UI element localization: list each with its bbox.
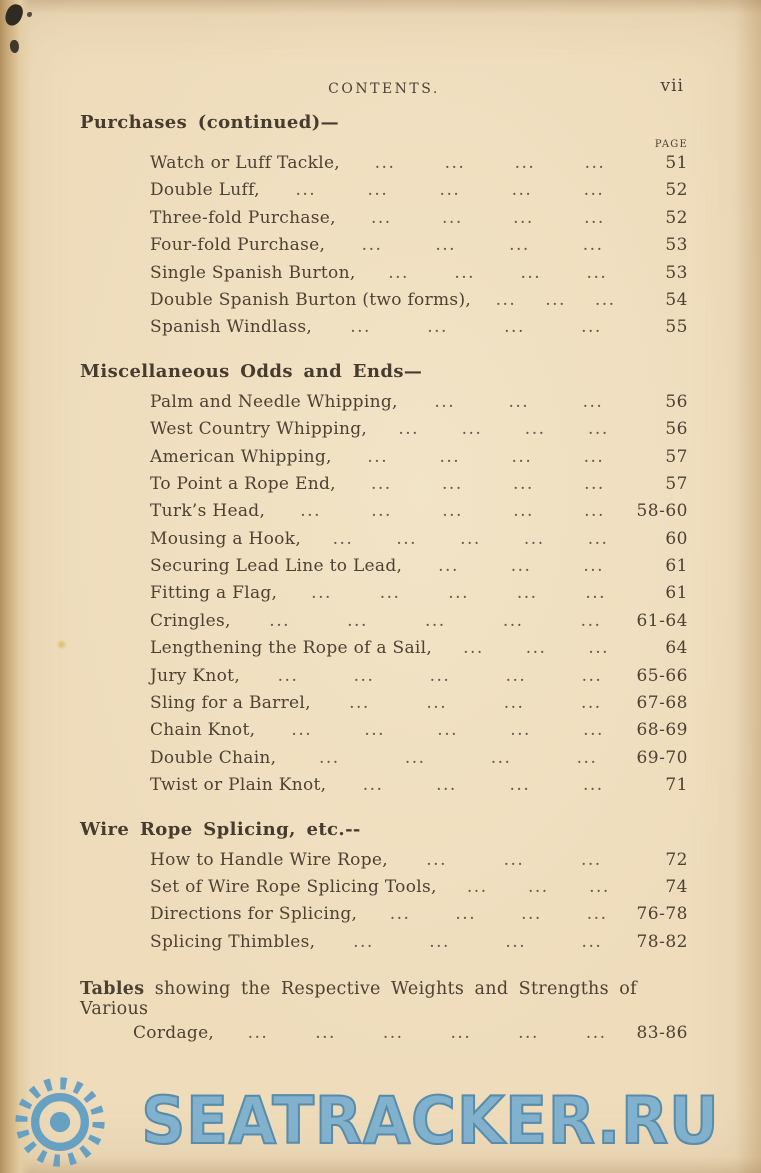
dot-leader — [342, 447, 630, 467]
leader-dots: ... — [523, 528, 545, 549]
entry-title: Cringles, — [150, 610, 231, 631]
toc-entry — [80, 208, 688, 235]
entry-page-number: 56 — [665, 391, 688, 412]
leader-dots: ... — [439, 180, 461, 201]
entry-page-number: 57 — [665, 446, 688, 467]
folio-page-number: vii — [660, 76, 684, 96]
running-head: CONTENTS. — [328, 81, 440, 97]
entry-title: Twist or Plain Knot, — [150, 775, 327, 796]
dot-leader — [447, 877, 630, 897]
dot-leader — [366, 263, 630, 283]
toc-entry — [80, 501, 688, 528]
entry-title: Splicing Thimbles, — [150, 931, 316, 952]
dot-leader — [350, 153, 630, 173]
leader-dots: ... — [584, 501, 605, 522]
dot-leader — [408, 392, 630, 412]
entry-title: How to Handle Wire Rope, — [150, 849, 388, 870]
leader-dots: ... — [315, 1023, 336, 1044]
toc-entry — [80, 638, 688, 665]
entry-page-number: 52 — [665, 180, 688, 201]
entry-page-number: 83-86 — [636, 1023, 688, 1044]
leader-dots: ... — [367, 180, 389, 201]
leader-dots: ... — [382, 1023, 404, 1044]
leader-dots: ... — [505, 665, 527, 686]
heading-bold-part: Purchases — [80, 112, 188, 133]
leader-dots: ... — [435, 235, 457, 256]
entry-page-number: 71 — [665, 775, 688, 796]
entry-title: Set of Wire Rope Splicing Tools, — [150, 876, 437, 897]
leader-dots: ... — [347, 610, 368, 631]
entry-title: Double Chain, — [150, 747, 277, 768]
leader-dots: ... — [277, 665, 299, 686]
leader-dots: ... — [442, 501, 463, 522]
dot-leader — [265, 720, 630, 740]
leader-dots: ... — [454, 262, 476, 283]
leader-dots: ... — [350, 317, 371, 338]
heading-plain-part: (continued)— — [187, 112, 340, 133]
leader-dots: ... — [374, 153, 396, 173]
leader-dots: ... — [524, 419, 546, 440]
leader-dots: ... — [379, 583, 401, 604]
dot-leader — [336, 775, 630, 795]
entry-page-number: 68-69 — [636, 720, 688, 741]
dot-leader — [241, 611, 630, 631]
leader-dots: ... — [586, 262, 608, 283]
leader-dots: ... — [367, 446, 389, 467]
leader-dots: ... — [582, 235, 604, 256]
heading-bold-part: Miscellaneous Odds and Ends— — [80, 360, 423, 382]
contents-section — [80, 361, 688, 803]
toc-entry — [80, 775, 688, 802]
sun-gear-icon — [14, 1076, 106, 1168]
leader-dots: ... — [364, 720, 386, 741]
leader-dots: ... — [311, 583, 332, 604]
leader-dots: ... — [588, 419, 609, 440]
leader-dots: ... — [582, 775, 604, 796]
entry-title: American Whipping, — [150, 446, 332, 467]
leader-dots: ... — [295, 180, 317, 201]
dot-leader — [346, 208, 630, 228]
leader-dots: ... — [580, 849, 602, 870]
leader-dots: ... — [584, 473, 605, 494]
watermark-text: SEATRACKER.RU — [141, 1083, 720, 1160]
entry-title: Lengthening the Rope of a Sail, — [150, 638, 433, 659]
leader-dots: ... — [396, 528, 418, 549]
leader-dots: ... — [510, 556, 532, 577]
leader-dots: ... — [583, 720, 604, 741]
toc-entry — [80, 153, 688, 180]
leader-dots: ... — [426, 849, 447, 870]
leader-dots: ... — [439, 446, 461, 467]
entry-title: Securing Lead Line to Lead, — [150, 556, 403, 577]
toc-entry — [80, 290, 688, 317]
leader-dots: ... — [585, 583, 607, 604]
toc-entry — [80, 693, 688, 720]
heading-bold-part: Wire Rope Splicing, etc.-- — [80, 818, 361, 840]
entry-title: Sling for a Barrel, — [150, 693, 311, 714]
toc-entry — [80, 611, 688, 638]
leader-dots: ... — [580, 610, 602, 631]
leader-dots: ... — [434, 391, 456, 412]
entry-page-number: 56 — [665, 419, 688, 440]
entry-title: Four-fold Purchase, — [150, 235, 326, 256]
leader-dots: ... — [388, 262, 409, 283]
entry-page-number: 54 — [665, 289, 688, 310]
entry-title: West Country Whipping, — [150, 419, 368, 440]
entry-page-number: 65-66 — [636, 665, 688, 686]
contents-section — [80, 112, 688, 345]
leader-dots: ... — [448, 583, 469, 604]
entry-page-number: 64 — [665, 638, 688, 659]
leader-dots: ... — [511, 180, 533, 201]
contents-section — [80, 979, 688, 1050]
entry-title: Double Luff, — [150, 180, 260, 201]
leader-dots: ... — [370, 473, 392, 494]
leader-dots: ... — [490, 747, 512, 768]
leader-dots: ... — [362, 775, 384, 796]
dot-leader — [224, 1023, 630, 1043]
toc-entry — [80, 904, 688, 931]
leader-dots: ... — [429, 931, 450, 952]
leader-dots: ... — [588, 638, 610, 659]
heading-bold-part: Tables — [80, 979, 145, 1000]
leader-dots: ... — [581, 317, 602, 338]
table-of-contents — [80, 112, 688, 1051]
leader-dots: ... — [353, 931, 374, 952]
leader-dots: ... — [444, 153, 466, 173]
toc-entry — [80, 447, 688, 474]
leader-dots: ... — [404, 747, 426, 768]
leader-dots: ... — [424, 610, 446, 631]
leader-dots: ... — [398, 419, 420, 440]
section-heading — [80, 979, 688, 1019]
page-column-label: PAGE — [654, 139, 688, 150]
leader-dots: ... — [585, 1023, 607, 1044]
leader-dots: ... — [587, 528, 609, 549]
leader-dots: ... — [438, 556, 459, 577]
entry-page-number: 61-64 — [636, 610, 688, 631]
leader-dots: ... — [247, 1023, 269, 1044]
entry-page-number: 51 — [665, 153, 688, 173]
leader-dots: ... — [436, 775, 457, 796]
leader-dots: ... — [371, 207, 392, 228]
toc-entry — [80, 474, 688, 501]
toc-entry — [80, 583, 688, 610]
dot-leader — [377, 419, 630, 439]
dot-leader — [287, 583, 630, 603]
entry-title: Chain Knot, — [150, 720, 256, 741]
leader-dots: ... — [511, 446, 533, 467]
leader-dots: ... — [589, 876, 610, 897]
toc-entry — [80, 748, 688, 775]
leader-dots: ... — [332, 528, 354, 549]
leader-dots: ... — [580, 693, 602, 714]
entry-title: Spanish Windlass, — [150, 317, 313, 338]
dot-leader — [322, 317, 630, 337]
leader-dots: ... — [429, 665, 451, 686]
leader-dots: ... — [582, 391, 604, 412]
dot-leader — [367, 904, 630, 924]
entry-page-number: 53 — [665, 235, 688, 256]
leader-dots: ... — [521, 904, 542, 925]
entry-page-number: 72 — [665, 849, 688, 870]
leader-dots: ... — [509, 775, 531, 796]
entry-title: Palm and Needle Whipping, — [150, 391, 398, 412]
entry-title: Mousing a Hook, — [150, 528, 302, 549]
entry-title: To Point a Rope End, — [150, 473, 336, 494]
leader-dots: ... — [586, 904, 608, 925]
leader-dots: ... — [505, 931, 527, 952]
entry-title: Watch or Luff Tackle, — [150, 153, 341, 173]
leader-dots: ... — [584, 207, 605, 228]
dot-leader — [321, 693, 630, 713]
leader-dots: ... — [516, 583, 538, 604]
leader-dots: ... — [594, 289, 616, 310]
section-heading — [80, 112, 688, 133]
dot-leader — [270, 180, 630, 200]
leader-dots: ... — [371, 501, 392, 522]
entry-title: Fitting a Flag, — [150, 583, 278, 604]
page-header — [80, 78, 688, 100]
entry-page-number: 61 — [665, 556, 688, 577]
entry-title: Cordage, — [133, 1023, 215, 1044]
leader-dots: ... — [349, 693, 370, 714]
leader-dots: ... — [520, 262, 542, 283]
leader-dots: ... — [455, 904, 477, 925]
dot-leader — [275, 501, 630, 521]
dot-leader — [412, 556, 630, 576]
leader-dots: ... — [353, 665, 375, 686]
section-heading — [80, 361, 688, 382]
leader-dots: ... — [583, 446, 605, 467]
leader-dots: ... — [513, 473, 534, 494]
leader-dots: ... — [518, 1023, 539, 1044]
entry-page-number: 60 — [665, 528, 688, 549]
entry-title: Jury Knot, — [150, 665, 241, 686]
dot-leader — [325, 932, 630, 952]
leader-dots: ... — [514, 153, 536, 173]
toc-entry — [80, 235, 688, 262]
heading-plain-part: showing the Respective Weights and Strengths of Various — [80, 979, 637, 1020]
dot-leader — [398, 850, 630, 870]
toc-entry — [80, 1023, 688, 1050]
leader-dots: ... — [318, 747, 340, 768]
toc-entry — [80, 877, 688, 904]
leader-dots: ... — [463, 638, 484, 659]
watermark — [14, 1079, 751, 1165]
leader-dots: ... — [437, 720, 459, 741]
entry-page-number: 74 — [665, 876, 688, 897]
entry-page-number: 53 — [665, 262, 688, 283]
leader-dots: ... — [460, 528, 481, 549]
leader-dots: ... — [581, 665, 603, 686]
leader-dots: ... — [513, 501, 534, 522]
leader-dots: ... — [583, 556, 605, 577]
leader-dots: ... — [461, 419, 483, 440]
section-heading — [80, 819, 688, 840]
leader-dots: ... — [450, 1023, 472, 1044]
entry-title: Turk’s Head, — [150, 501, 266, 522]
toc-entry — [80, 932, 688, 959]
toc-entry — [80, 317, 688, 344]
leader-dots: ... — [427, 317, 448, 338]
entry-page-number: 55 — [665, 317, 688, 338]
leader-dots: ... — [495, 289, 517, 310]
entry-page-number: 67-68 — [636, 693, 688, 714]
dot-leader — [286, 748, 630, 768]
entry-page-number: 58-60 — [636, 501, 688, 522]
dot-leader — [311, 529, 630, 549]
leader-dots: ... — [426, 693, 448, 714]
leader-dots: ... — [361, 235, 383, 256]
entry-page-number: 69-70 — [636, 747, 688, 768]
leader-dots: ... — [525, 638, 547, 659]
leader-dots: ... — [442, 207, 463, 228]
leader-dots: ... — [508, 391, 530, 412]
toc-entry — [80, 529, 688, 556]
toc-entry — [80, 850, 688, 877]
entry-title: Double Spanish Burton (two forms), — [150, 289, 472, 310]
toc-entry — [80, 556, 688, 583]
entry-page-number: 61 — [665, 583, 688, 604]
leader-dots: ... — [466, 876, 488, 897]
contents-section — [80, 819, 688, 960]
toc-entry — [80, 180, 688, 207]
leader-dots: ... — [581, 931, 603, 952]
leader-dots: ... — [584, 153, 606, 173]
leader-dots: ... — [503, 693, 525, 714]
entry-page-number: 57 — [665, 473, 688, 494]
toc-entry — [80, 419, 688, 446]
entry-title: Single Spanish Burton, — [150, 262, 356, 283]
dot-leader — [346, 474, 630, 494]
leader-dots: ... — [513, 207, 534, 228]
leader-dots: ... — [576, 747, 598, 768]
leader-dots: ... — [510, 720, 531, 741]
leader-dots: ... — [389, 904, 411, 925]
dot-leader — [481, 290, 630, 310]
entry-page-number: 52 — [665, 207, 688, 228]
toc-entry — [80, 720, 688, 747]
dot-leader — [335, 235, 630, 255]
entry-page-number: 78-82 — [636, 931, 688, 952]
dot-leader — [442, 638, 630, 658]
entry-title: Directions for Splicing, — [150, 904, 358, 925]
leader-dots: ... — [291, 720, 313, 741]
leader-dots: ... — [528, 876, 549, 897]
toc-entry — [80, 666, 688, 693]
leader-dots: ... — [502, 610, 524, 631]
leader-dots: ... — [509, 235, 530, 256]
leader-dots: ... — [269, 610, 291, 631]
leader-dots: ... — [583, 180, 605, 201]
leader-dots: ... — [300, 501, 321, 522]
dot-leader — [250, 666, 630, 686]
toc-entry — [80, 392, 688, 419]
leader-dots: ... — [504, 317, 525, 338]
leader-dots: ... — [503, 849, 525, 870]
entry-page-number: 76-78 — [636, 904, 688, 925]
leader-dots: ... — [442, 473, 463, 494]
entry-title: Three-fold Purchase, — [150, 207, 336, 228]
toc-entry — [80, 263, 688, 290]
leader-dots: ... — [545, 289, 566, 310]
